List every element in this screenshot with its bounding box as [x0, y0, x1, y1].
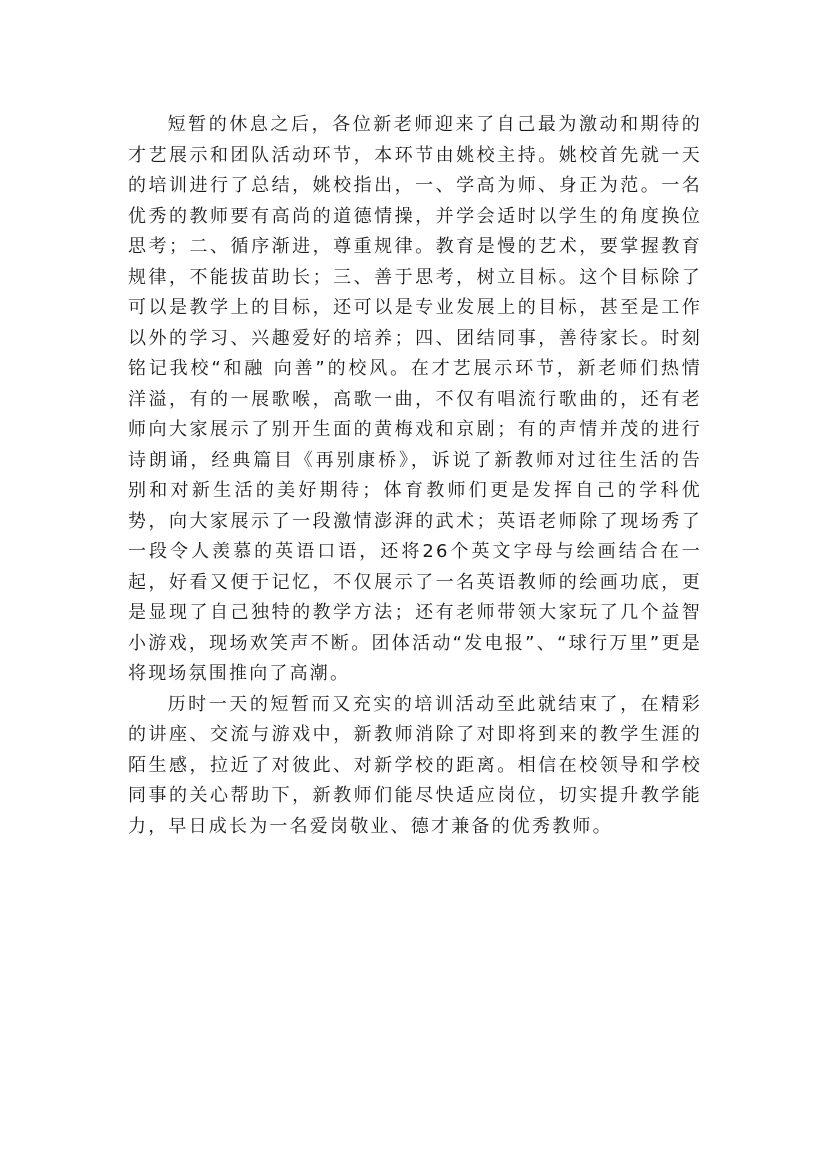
paragraph-conclusion: 历时一天的短暂而又充实的培训活动至此就结束了，在精彩的讲座、交流与游戏中，新教师消除了对即将到来的教学生涯的陌生感，拉近了对彼此、对新学校的距离。相信在校领导和学校同事的关心帮助下，新教师们能尽快适应岗位，切实提升教学能力，早日成长为一名爱岗敬业、德才兼备的优秀教师。	[128, 693, 702, 837]
document-page	[128, 110, 702, 842]
paragraph-talent-show: 短暂的休息之后，各位新老师迎来了自己最为激动和期待的才艺展示和团队活动环节，本环节由姚校主持。姚校首先就一天的培训进行了总结，姚校指出，一、学高为师、身正为范。一名优秀的教师要有高尚的道德情操，并学会适时以学生的角度换位思考；二、循序渐进，尊重规律。教育是慢的艺术，要掌握教育规律，不能拔苗助长；三、善于思考，树立目标。这个目标除了可以是教学上的目标，还可以是专业发展上的目标，甚至是工作以外的学习、兴趣爱好的培养；四、团结同事，善待家长。时刻铭记我校“和融 向善”的校风。在才艺展示环节，新老师们热情洋溢，有的一展歌喉，高歌一曲，不仅有唱流行歌曲的，还有老师向大家展示了别开生面的黄梅戏和京剧；有的声情并茂的进行诗朗诵，经典篇目《再别康桥》，诉说了新教师对过往生活的告别和对新生活的美好期待；体育教师们更是发挥自己的学科优势，向大家展示了一段激情澎湃的武术；英语老师除了现场秀了一段令人羡慕的英语口语，还将26个英文字母与绘画结合在一起，好看又便于记忆，不仅展示了一名英语教师的绘画功底，更是显现了自己独特的教学方法；还有老师带领大家玩了几个益智小游戏，现场欢笑声不断。团体活动“发电报”、“球行万里”更是将现场氛围推向了高潮。	[128, 114, 702, 684]
